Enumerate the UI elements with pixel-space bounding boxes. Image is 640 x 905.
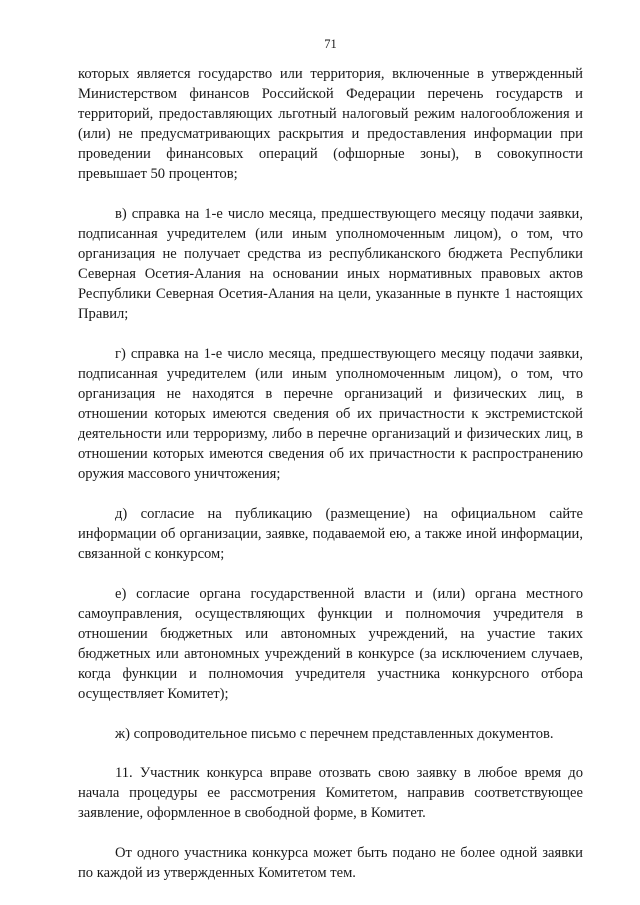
document-body: [78, 64, 583, 903]
paragraph-item-d: д) согласие на публикацию (размещение) на официальном сайте информации об организации, заявке, подаваемой ею, а также иной информации, связанной с конкурсом;: [78, 506, 583, 562]
paragraph-item-g: г) справка на 1-е число месяца, предшествующего месяцу подачи заявки, подписанная учредителем (или иным уполномоченным лицом), о том, что организация не находятся в перечне организаций и физических лиц, в отношении которых имеются сведения об их причастности к экстремистской деятельности или терроризму, либо в перечне организаций и физических лиц, в отношении которых имеются сведения об их причастности к распространению оружия массового уничтожения;: [78, 346, 583, 482]
paragraph-clause-11: 11. Участник конкурса вправе отозвать свою заявку в любое время до начала процедуры ее рассмотрения Комитетом, направив соответствующее заявление, оформленное в свободной форме, в Комитет.: [78, 765, 583, 821]
paragraph-continuation: которых является государство или территория, включенные в утвержденный Министерством финансов Российской Федерации перечень государств и территорий, предоставляющих льготный налоговый режим налогообложения и (или) не предусматривающих раскрытия и предоставления информации при проведении финансовых операций (офшорные зоны), в совокупности превышает 50 процентов;: [78, 66, 583, 182]
page-number: 71: [324, 37, 337, 51]
paragraph-one-application: От одного участника конкурса может быть подано не более одной заявки по каждой из утвержденных Комитетом тем.: [78, 845, 583, 881]
paragraph-item-v: в) справка на 1-е число месяца, предшествующего месяцу подачи заявки, подписанная учредителем (или иным уполномоченным лицом), о том, что организация не получает средства из республиканского бюджета Республики Северная Осетия-Алания на основании иных нормативных правовых актов Республики Северная Осетия-Алания на цели, указанные в пункте 1 настоящих Правил;: [78, 206, 583, 322]
paragraph-item-e: е) согласие органа государственной власти и (или) органа местного самоуправления, осуществляющих функции и полномочия учредителя в отношении бюджетных или автономных учреждений, на участие таких бюджетных или автономных учреждений в конкурсе (за исключением случаев, когда функции и полномочия учредителя участника конкурсного отбора осуществляет Комитет);: [78, 586, 583, 702]
paragraph-item-zh: ж) сопроводительное письмо с перечнем представленных документов.: [115, 726, 554, 742]
